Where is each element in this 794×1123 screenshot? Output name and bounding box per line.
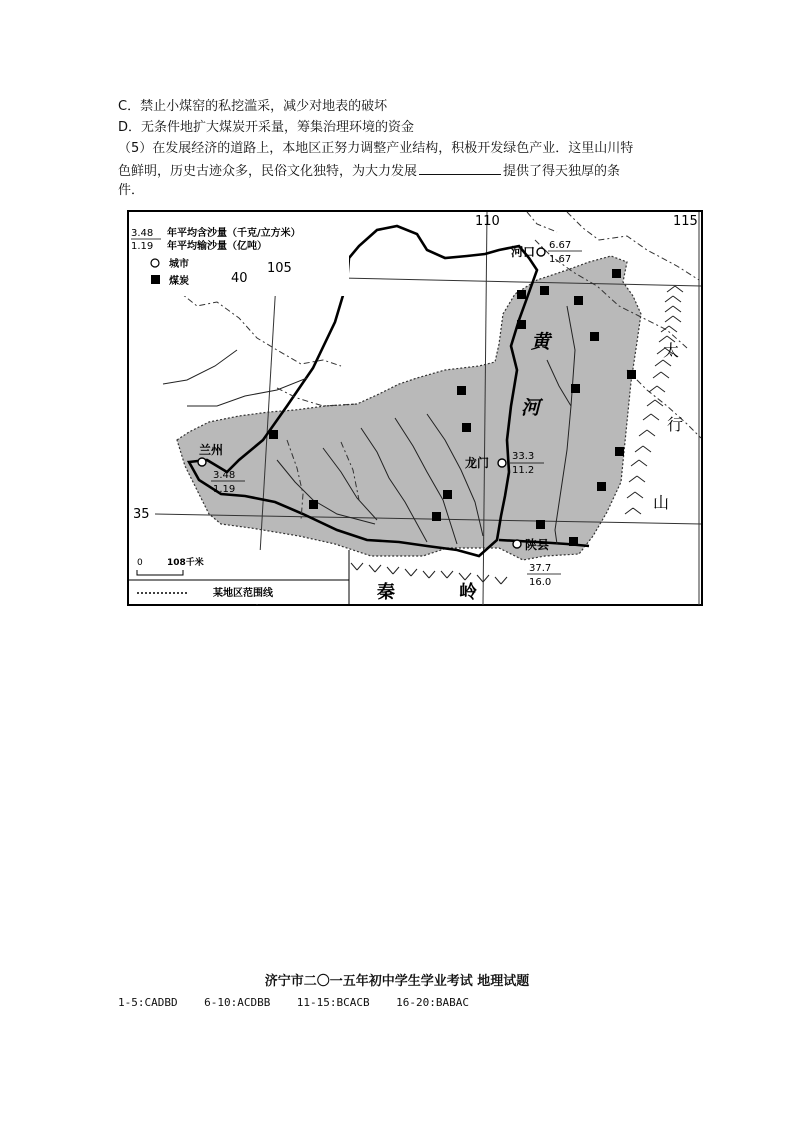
coal-marker: [517, 290, 526, 299]
city-shanxian-marker: [513, 540, 521, 548]
legend-sand-label: 年平均含沙量（千克/立方米）: [167, 228, 301, 239]
city-longmen-sand: 33.3: [512, 451, 535, 462]
coal-marker: [517, 320, 526, 329]
coal-marker: [536, 520, 545, 529]
coal-marker: [597, 482, 606, 491]
coal-marker: [309, 500, 318, 509]
question-5-text-b: 提供了得天独厚的条: [503, 164, 621, 179]
longitude-110: 110: [475, 214, 500, 229]
question-5-line2: [118, 160, 620, 182]
exam-title: 济宁市二〇一五年初中学生学业考试 地理试题: [264, 974, 530, 989]
city-shanxian-transport: 16.0: [529, 577, 552, 588]
city-shanxian-label: 陕县: [525, 538, 550, 552]
question-5-line3: 件．: [118, 183, 145, 198]
coal-marker: [615, 447, 624, 456]
answer-blank[interactable]: [419, 160, 501, 175]
label-he: 河: [521, 397, 541, 419]
loess-plateau-map: [127, 210, 703, 606]
latitude-40: 40: [231, 271, 248, 286]
label-hang: 行: [667, 415, 684, 434]
label-tai: 太: [663, 341, 680, 360]
city-hekou-sand: 6.67: [549, 240, 572, 251]
label-ling: 岭: [459, 582, 477, 603]
option-d: D．无条件地扩大煤炭开采量，筹集治理环境的资金: [118, 120, 415, 135]
city-hekou-marker: [537, 248, 545, 256]
city-longmen-label: 龙门: [465, 456, 490, 470]
question-5-line1: （5）在发展经济的道路上，本地区正努力调整产业结构，积极开发绿色产业．这里山川特: [118, 141, 634, 156]
option-c: C．禁止小煤窑的私挖滥采，减少对地表的破坏: [118, 99, 388, 114]
city-longmen-transport: 11.2: [512, 465, 535, 476]
legend-city-icon: [151, 259, 159, 267]
city-lanzhou-transport: 1.19: [213, 484, 236, 495]
longitude-115: 115: [673, 214, 698, 229]
coal-marker: [574, 296, 583, 305]
legend-sample-transport: 1.19: [131, 241, 154, 252]
coal-marker: [569, 537, 578, 546]
legend-coal-label: 煤炭: [169, 276, 189, 287]
label-qin: 秦: [377, 582, 395, 603]
legend-transport-label: 年平均输沙量（亿吨）: [167, 241, 267, 252]
answer-key: 1-5:CADBD 6-10:ACDBB 11-15:BCACB 16-20:BABAC: [118, 996, 469, 1009]
latitude-35: 35: [133, 507, 150, 522]
city-lanzhou-sand: 3.48: [213, 470, 236, 481]
label-shan: 山: [653, 493, 670, 512]
city-lanzhou-marker: [198, 458, 206, 466]
scale-zero: 0: [137, 558, 143, 568]
coal-marker: [571, 384, 580, 393]
city-hekou-label: 河口: [511, 245, 536, 259]
city-lanzhou-label: 兰州: [199, 443, 224, 457]
coal-marker: [462, 423, 471, 432]
longitude-105: 105: [267, 261, 292, 276]
coal-marker: [269, 430, 278, 439]
coal-marker: [612, 269, 621, 278]
coal-marker: [627, 370, 636, 379]
legend-city-label: 城市: [169, 259, 189, 270]
question-5-text-a: 色鲜明，历史古迹众多，民俗文化独特，为大力发展: [118, 164, 418, 179]
city-longmen-marker: [498, 459, 506, 467]
coal-marker: [457, 386, 466, 395]
coal-marker: [540, 286, 549, 295]
coal-marker: [590, 332, 599, 341]
legend-sample-sand: 3.48: [131, 228, 154, 239]
city-shanxian-sand: 37.7: [529, 563, 552, 574]
label-huang: 黄: [531, 331, 551, 353]
coal-marker: [443, 490, 452, 499]
city-hekou-transport: 1.67: [549, 254, 572, 265]
coal-marker: [432, 512, 441, 521]
scale-distance: 108千米: [167, 558, 204, 568]
legend-coal-icon: [151, 275, 160, 284]
boundary-legend-label: 某地区范围线: [213, 588, 273, 599]
